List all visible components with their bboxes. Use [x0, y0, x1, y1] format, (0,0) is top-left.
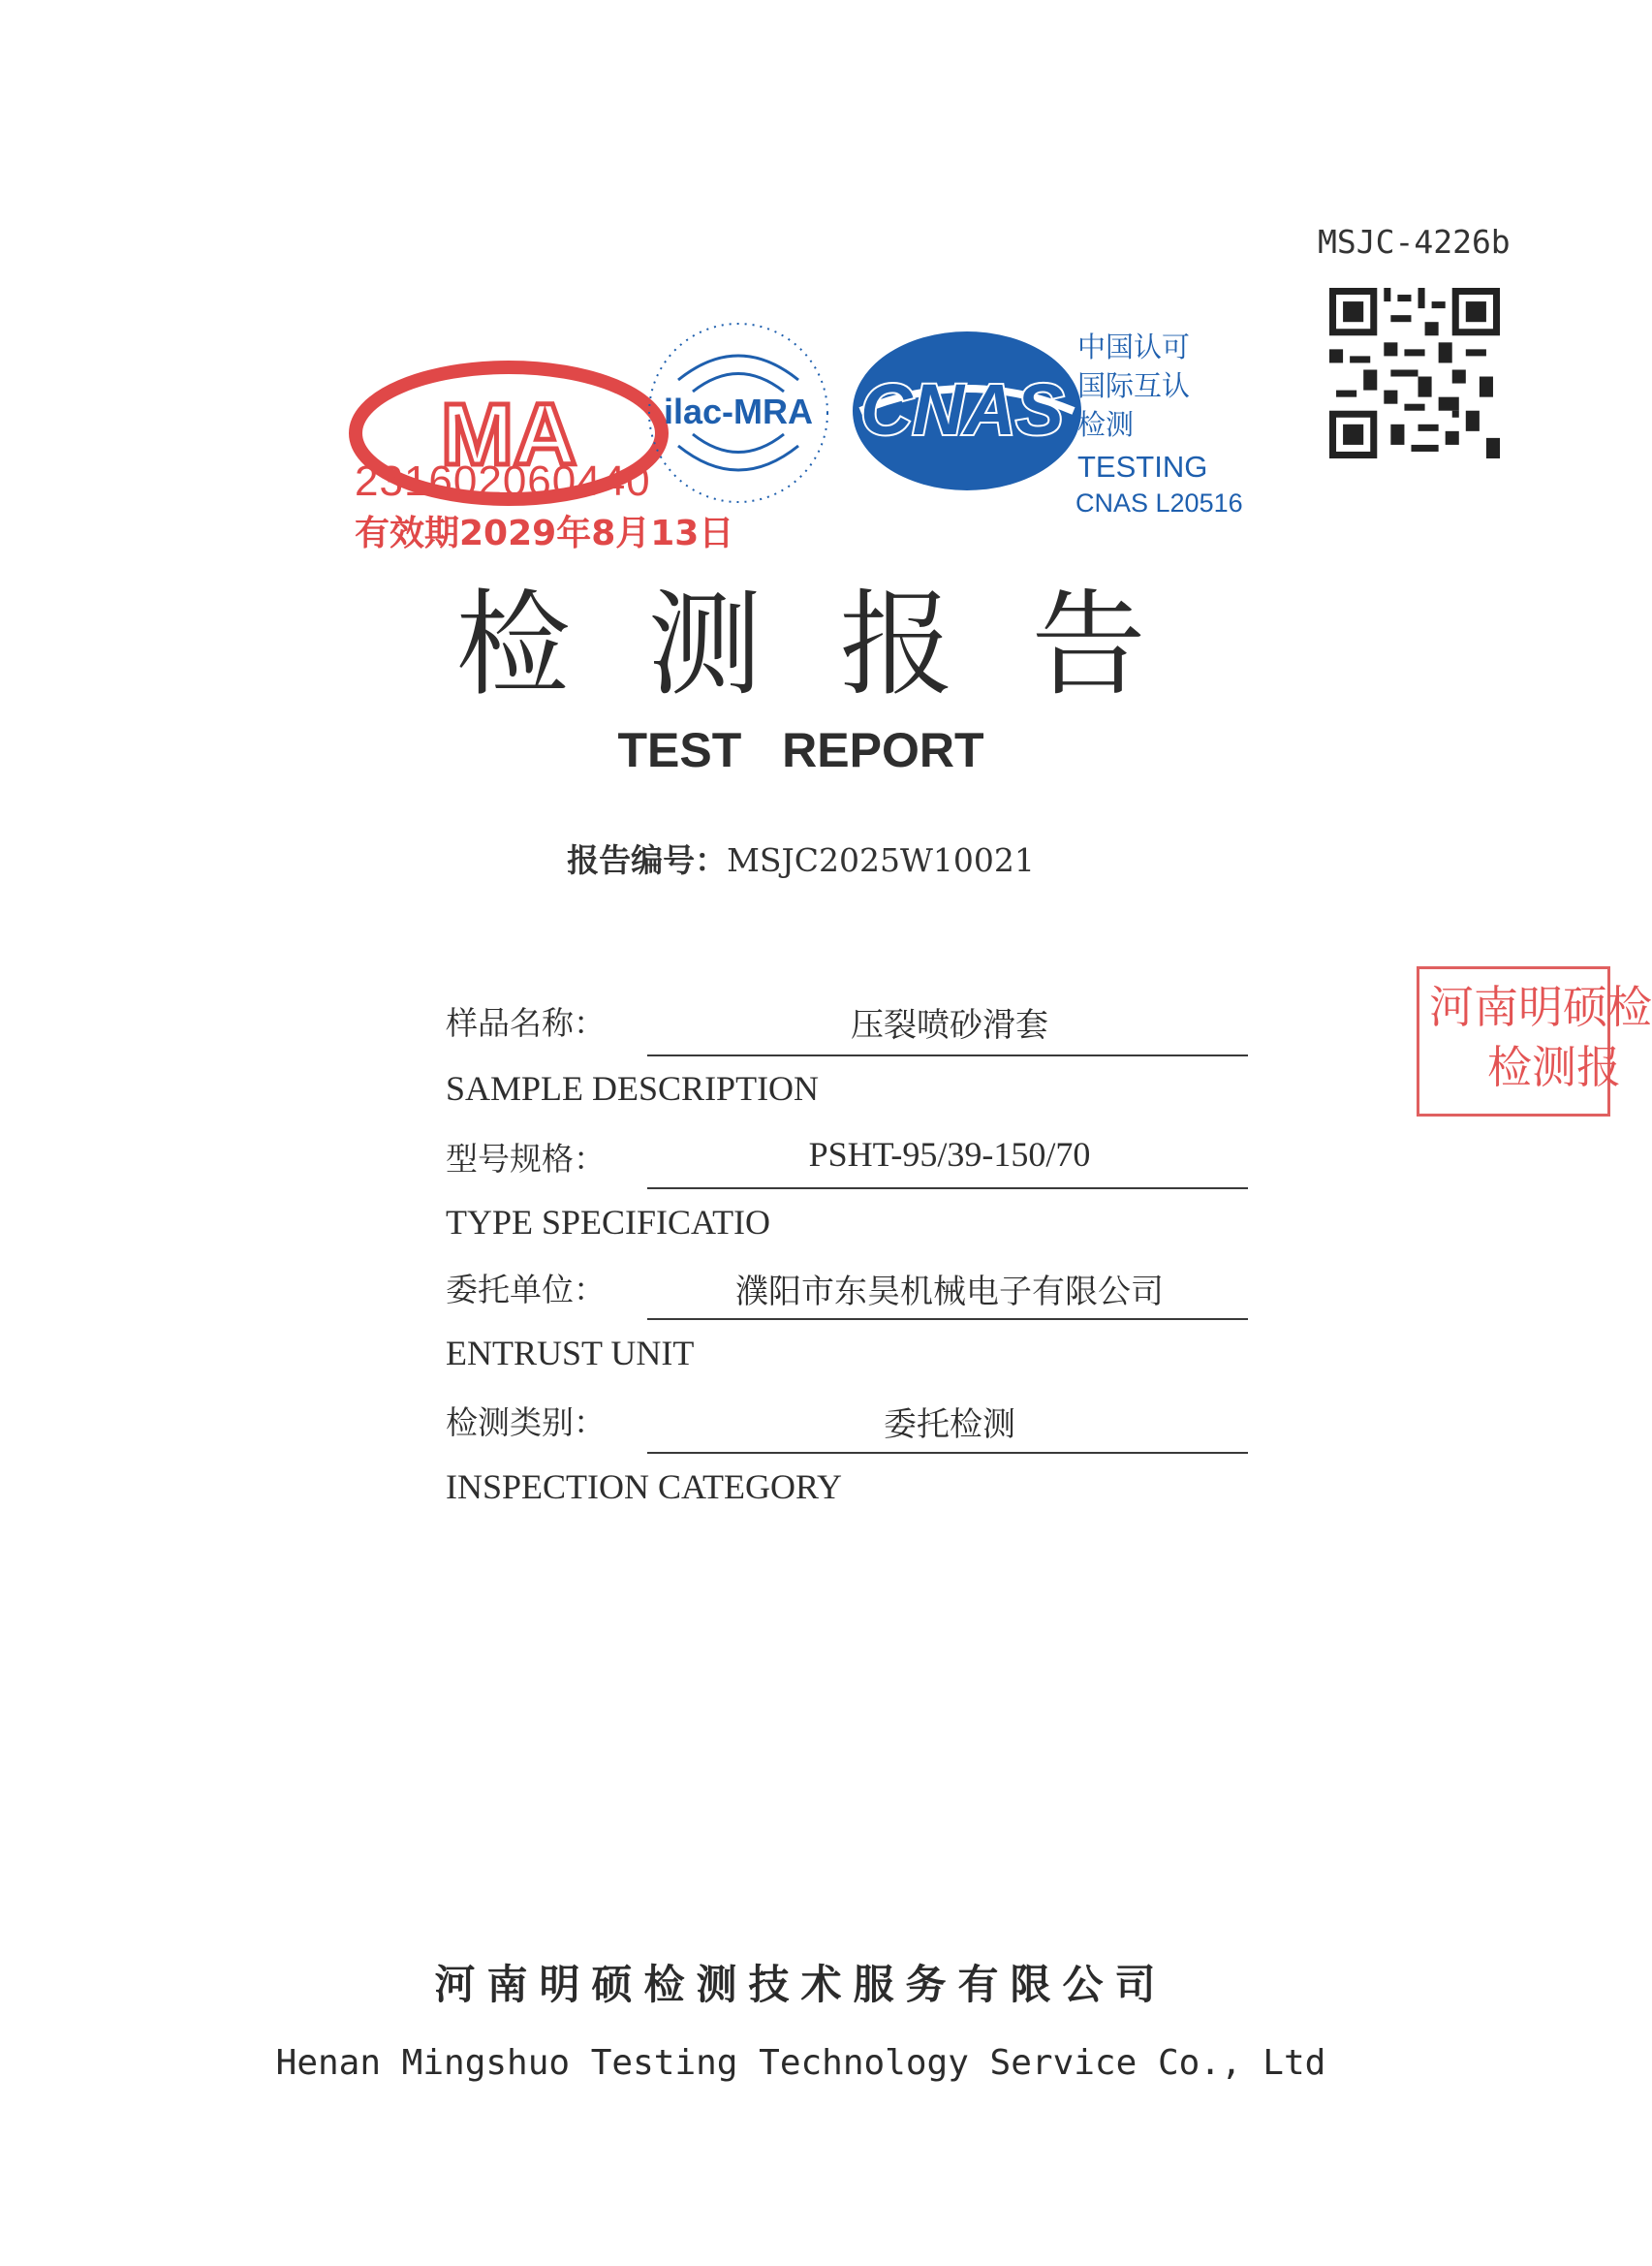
- field-underline: [647, 1452, 1248, 1454]
- cnas-testing: TESTING: [1077, 450, 1208, 484]
- sample-name-value: 压裂喷砂滑套: [851, 1006, 1048, 1045]
- cnas-cn-line: 检测: [1077, 408, 1135, 441]
- seal-line: 检测报: [1487, 1041, 1621, 1093]
- cnas-cn-text: [1077, 328, 1213, 444]
- company-name-en: Henan Mingshuo Testing Technology Service Co., Ltd: [275, 2043, 1326, 2083]
- report-number-label: 报告编号：: [567, 841, 728, 879]
- cnas-cn-line: 中国认可: [1077, 330, 1191, 363]
- report-title-cn: 检测报告: [455, 578, 1224, 711]
- ilac-mra-logo: [639, 312, 838, 514]
- report-title-en: TEST REPORT: [617, 723, 984, 777]
- field-underline: [647, 1054, 1248, 1056]
- inspection-category-label: 检测类别：: [446, 1403, 606, 1441]
- cnas-cn-line: 国际互认: [1077, 369, 1191, 402]
- ilac-text: ilac-MRA: [663, 392, 814, 431]
- inspection-category-value: 委托检测: [884, 1405, 1015, 1444]
- cnas-logo-text: CNAS: [860, 369, 1064, 450]
- type-spec-value: PSHT-95/39-150/70: [808, 1135, 1091, 1174]
- cma-valid-date: 有效期2029年8月13日: [355, 514, 734, 553]
- sample-name-label: 样品名称：: [446, 1004, 606, 1042]
- company-name-cn: 河南明硕检测技术服务有限公司: [434, 1961, 1168, 2008]
- cma-logo-text: MA: [441, 387, 577, 484]
- type-spec-label: 型号规格：: [446, 1140, 606, 1178]
- seal-line: 河南明硕检: [1429, 981, 1652, 1033]
- qr-code-icon: [1329, 288, 1500, 458]
- inspection-category-en-label: INSPECTION CATEGORY: [446, 1467, 843, 1506]
- sample-description-label: SAMPLE DESCRIPTION: [446, 1069, 820, 1108]
- entrust-unit-label: 委托单位：: [446, 1271, 606, 1308]
- field-underline: [647, 1187, 1248, 1189]
- entrust-unit-en-label: ENTRUST UNIT: [446, 1334, 695, 1372]
- company-seal-stamp: [1417, 966, 1652, 1117]
- report-number-value: MSJC2025W10021: [727, 841, 1035, 879]
- type-specification-label: TYPE SPECIFICATIO: [446, 1203, 771, 1242]
- cma-number: 231602060440: [355, 457, 651, 505]
- field-underline: [647, 1318, 1248, 1320]
- report-number: [0, 835, 1602, 881]
- entrust-unit-value: 濮阳市东昊机械电子有限公司: [735, 1273, 1164, 1311]
- cnas-number: CNAS L20516: [1075, 488, 1243, 518]
- document-code: MSJC-4226b: [1318, 223, 1511, 261]
- cnas-logo: [841, 328, 1083, 494]
